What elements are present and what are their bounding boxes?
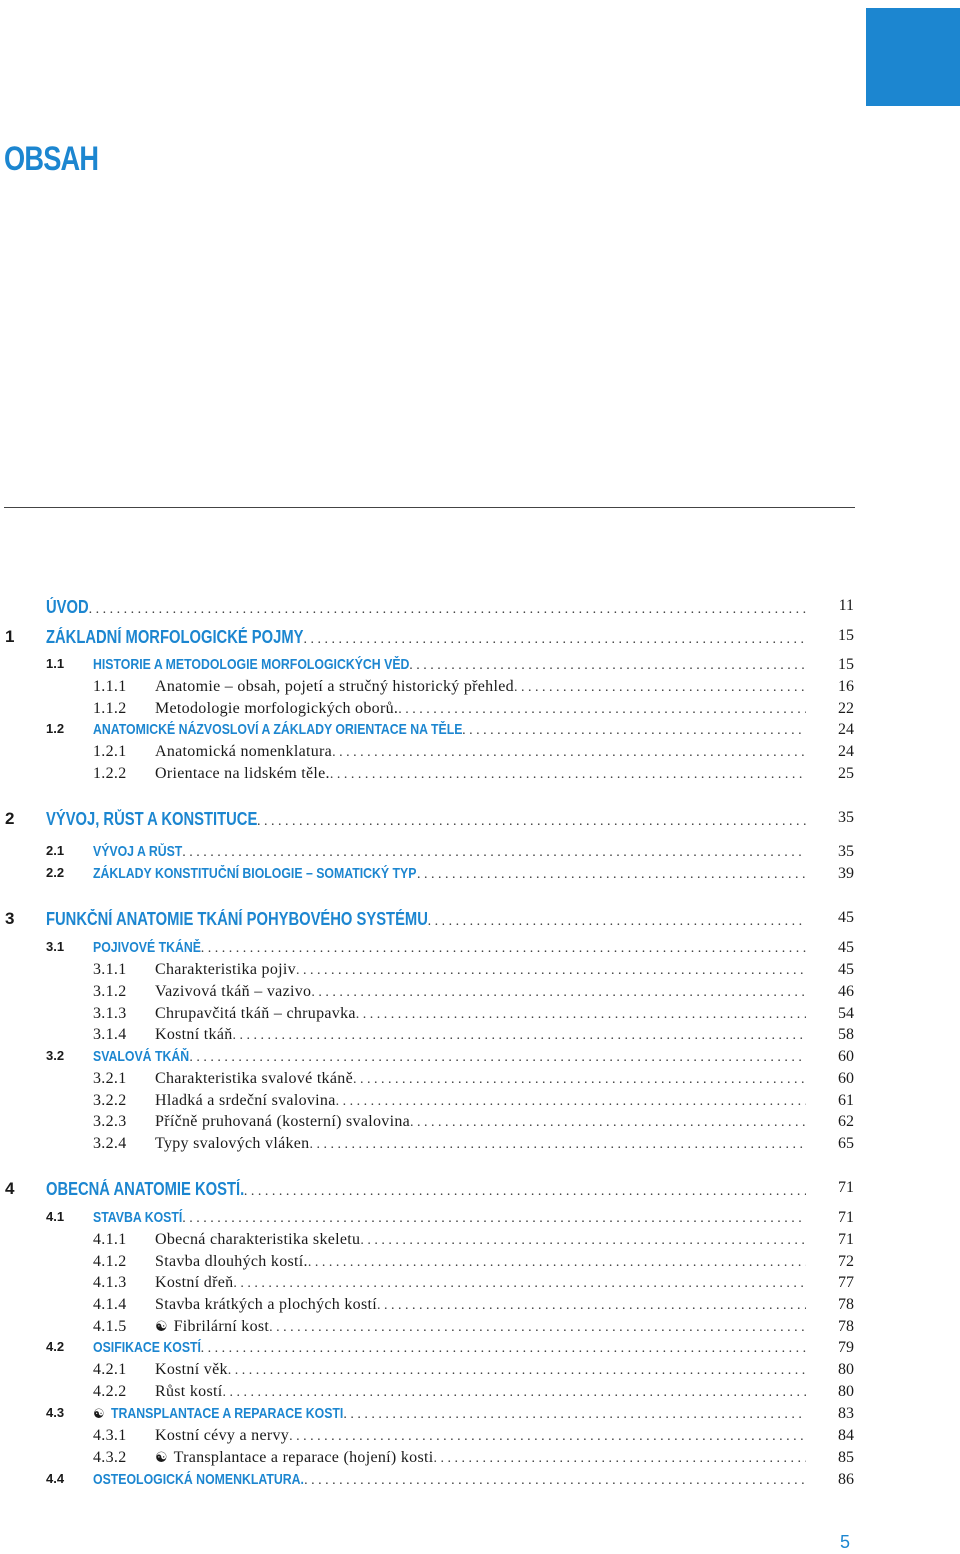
- toc-entry[interactable]: [0, 1179, 960, 1199]
- toc-entry-label: Kostní věk: [155, 1361, 228, 1378]
- toc-entry-label: Typy svalových vláken: [155, 1135, 310, 1152]
- toc-entry-number: 1.2.2: [93, 765, 127, 782]
- toc-entry-number: 4.4: [46, 1471, 65, 1486]
- toc-entry-number: 2.2: [46, 865, 65, 880]
- toc-entry-page: 72: [838, 1253, 854, 1270]
- toc-entry-number: 1.1: [46, 656, 65, 671]
- toc-entry[interactable]: [0, 1231, 960, 1251]
- dot-leader: [304, 1473, 806, 1489]
- dot-leader: [462, 723, 806, 739]
- toc-entry-number: 4: [5, 1179, 15, 1198]
- toc-entry[interactable]: [0, 909, 960, 929]
- toc-entry-page: 71: [838, 1179, 854, 1196]
- toc-entry-number: 2: [5, 809, 15, 828]
- dot-leader: [417, 867, 806, 883]
- yin-yang-icon: ☯: [155, 1319, 168, 1335]
- toc-entry-page: 77: [838, 1274, 854, 1291]
- toc-entry[interactable]: [0, 1339, 960, 1359]
- toc-entry-number: 4.3.2: [93, 1449, 127, 1466]
- toc-entry-page: 22: [838, 700, 854, 717]
- toc-entry-page: 54: [838, 1005, 854, 1022]
- toc-entry[interactable]: [0, 1135, 960, 1155]
- toc-entry-label: Hladká a srdeční svalovina: [155, 1092, 336, 1109]
- dot-leader: [336, 1094, 806, 1110]
- toc-entry[interactable]: [0, 721, 960, 741]
- toc-entry-label: POJIVOVÉ TKÁNĚ: [93, 939, 201, 956]
- toc-entry-label: VÝVOJ, RŮST A KONSTITUCE: [46, 809, 258, 829]
- toc-entry-label: HISTORIE A METODOLOGIE MORFOLOGICKÝCH VĚD: [93, 656, 410, 673]
- dot-leader: [233, 1276, 806, 1292]
- dot-leader: [343, 1407, 806, 1423]
- dot-leader: [514, 680, 806, 696]
- toc-entry[interactable]: [0, 1274, 960, 1294]
- toc-entry-page: 65: [838, 1135, 854, 1152]
- page-number: 5: [840, 1532, 851, 1552]
- toc-entry[interactable]: [0, 1048, 960, 1068]
- toc-entry-label: Anatomie – obsah, pojetí a stručný historický přehled: [155, 678, 514, 695]
- toc-entry-label: ANATOMICKÉ NÁZVOSLOVÍ A ZÁKLADY ORIENTACE NA TĚLE: [93, 721, 463, 738]
- toc-entry-page: 15: [838, 656, 854, 673]
- toc-entry-number: 3.2: [46, 1048, 65, 1063]
- toc-entry[interactable]: [0, 678, 960, 698]
- toc-entry[interactable]: [0, 656, 960, 676]
- toc-entry-number: 4.1.3: [93, 1274, 127, 1291]
- toc-entry[interactable]: [0, 1361, 960, 1381]
- dot-leader: [330, 767, 806, 783]
- toc-entry-label: Charakteristika svalové tkáně: [155, 1070, 353, 1087]
- toc-entry[interactable]: [0, 597, 960, 617]
- dot-leader: [201, 941, 806, 957]
- toc-entry-number: 3.1.4: [93, 1026, 127, 1043]
- toc-entry-label: Kostní dřeň: [155, 1274, 234, 1291]
- toc-entry-label: OSIFIKACE KOSTÍ: [93, 1339, 201, 1356]
- dot-leader: [289, 1429, 806, 1445]
- dot-leader: [89, 602, 806, 618]
- toc-entry[interactable]: [0, 1070, 960, 1090]
- dot-leader: [309, 1137, 806, 1153]
- toc-entry-label: VÝVOJ A RŮST: [93, 843, 183, 860]
- toc-entry-page: 71: [838, 1231, 854, 1248]
- toc-entry-label: SVALOVÁ TKÁŇ: [93, 1048, 190, 1065]
- toc-entry-number: 4.1.2: [93, 1253, 127, 1270]
- toc-entry-number: 4.2: [46, 1339, 65, 1354]
- toc-entry-page: 45: [838, 909, 854, 926]
- dot-leader: [222, 1385, 806, 1401]
- toc-entry-label: OBECNÁ ANATOMIE KOSTÍ.: [46, 1179, 245, 1199]
- dot-leader: [332, 745, 806, 761]
- toc-entry-page: 86: [838, 1471, 854, 1488]
- toc-entry-number: 1.1.1: [93, 678, 127, 695]
- toc-entry-label: Růst kostí: [155, 1383, 223, 1400]
- toc-entry[interactable]: [0, 865, 960, 885]
- toc-entry-label: Stavba krátkých a plochých kostí: [155, 1296, 377, 1313]
- dot-leader: [201, 1341, 806, 1357]
- toc-entry-page: 45: [838, 939, 854, 956]
- toc-entry-page: 61: [838, 1092, 854, 1109]
- toc-entry-page: 11: [838, 597, 854, 614]
- toc-entry-number: 3.2.4: [93, 1135, 127, 1152]
- toc-entry-page: 62: [838, 1113, 854, 1130]
- toc-entry-label: ZÁKLADY KONSTITUČNÍ BIOLOGIE – SOMATICKÝ TYP: [93, 865, 417, 882]
- dot-leader: [257, 814, 806, 830]
- dot-leader: [244, 1184, 806, 1200]
- toc-entry-page: 39: [838, 865, 854, 882]
- toc-entry-label: Stavba dlouhých kostí.: [155, 1253, 308, 1270]
- toc-entry-page: 58: [838, 1026, 854, 1043]
- toc-entry-label: Obecná charakteristika skeletu: [155, 1231, 361, 1248]
- dot-leader: [410, 1115, 806, 1131]
- dot-leader: [233, 1028, 806, 1044]
- dot-leader: [269, 1320, 806, 1336]
- toc-entry-page: 83: [838, 1405, 854, 1422]
- toc-entry-label: OSTEOLOGICKÁ NOMENKLATURA.: [93, 1471, 304, 1488]
- toc-entry-page: 71: [838, 1209, 854, 1226]
- toc-entry-number: 3.2.2: [93, 1092, 127, 1109]
- toc-entry[interactable]: [0, 961, 960, 981]
- toc-entry-number: 3.2.1: [93, 1070, 127, 1087]
- toc-entry-page: 60: [838, 1070, 854, 1087]
- toc-entry-number: 1.2: [46, 721, 65, 736]
- toc-entry-label: FUNKČNÍ ANATOMIE TKÁNÍ POHYBOVÉHO SYSTÉMU: [46, 909, 428, 929]
- toc-entry-number: 3: [5, 909, 15, 928]
- dot-leader: [182, 1211, 806, 1227]
- toc-entry-label: Anatomická nomenklatura: [155, 743, 333, 760]
- toc-entry-page: 45: [838, 961, 854, 978]
- toc-entry[interactable]: [0, 1471, 960, 1491]
- toc-entry[interactable]: [0, 1209, 960, 1229]
- toc-entry[interactable]: [0, 765, 960, 785]
- toc-entry-label: Charakteristika pojiv: [155, 961, 296, 978]
- toc-entry-number: 4.2.1: [93, 1361, 127, 1378]
- toc-entry-number: 3.1.3: [93, 1005, 127, 1022]
- toc-entry-page: 35: [838, 843, 854, 860]
- toc-entry-number: 4.3.1: [93, 1427, 127, 1444]
- toc-entry-label: TRANSPLANTACE A REPARACE KOSTI: [110, 1405, 343, 1422]
- toc-entry-label: ZÁKLADNÍ MORFOLOGICKÉ POJMY: [46, 627, 304, 647]
- page-title: OBSAH: [4, 140, 99, 178]
- toc-entry-page: 25: [838, 765, 854, 782]
- toc-entry-label: Fibrilární kost: [173, 1318, 270, 1335]
- toc-entry-number: 1.1.2: [93, 700, 127, 717]
- toc-entry[interactable]: [0, 843, 960, 863]
- toc-entry-number: 4.3: [46, 1405, 65, 1420]
- toc-entry[interactable]: [0, 1449, 960, 1469]
- toc-entry-number: 4.2.2: [93, 1383, 127, 1400]
- toc-entry-page: 35: [838, 809, 854, 826]
- toc-entry-page: 85: [838, 1449, 854, 1466]
- toc-entry[interactable]: [0, 1318, 960, 1338]
- toc-entry-number: 1.2.1: [93, 743, 127, 760]
- toc-entry-number: 4.1.4: [93, 1296, 127, 1313]
- toc-entry-page: 24: [838, 721, 854, 738]
- toc-entry[interactable]: [0, 700, 960, 720]
- dot-leader: [433, 1451, 806, 1467]
- toc-entry-number: 4.1.5: [93, 1318, 127, 1335]
- toc-entry[interactable]: [0, 1113, 960, 1133]
- toc-entry[interactable]: [0, 1383, 960, 1403]
- toc-entry-number: 3.1.1: [93, 961, 127, 978]
- dot-leader: [377, 1298, 806, 1314]
- toc-entry-page: 80: [838, 1361, 854, 1378]
- dot-leader: [182, 845, 806, 861]
- toc-entry-label: Příčně pruhovaná (kosterní) svalovina: [155, 1113, 411, 1130]
- toc-entry[interactable]: [0, 743, 960, 763]
- toc-entry-page: 84: [838, 1427, 854, 1444]
- toc-entry[interactable]: [0, 627, 960, 647]
- toc-entry-label: Orientace na lidském těle.: [155, 765, 330, 782]
- toc-entry[interactable]: [0, 983, 960, 1003]
- toc-entry-page: 60: [838, 1048, 854, 1065]
- dot-leader: [409, 658, 806, 674]
- toc-entry-label: Kostní tkáň: [155, 1026, 233, 1043]
- toc-entry-number: 3.1: [46, 939, 65, 954]
- toc-entry-page: 46: [838, 983, 854, 1000]
- dot-leader: [303, 632, 806, 648]
- toc-entry-label: ÚVOD: [46, 597, 89, 617]
- toc-entry-page: 79: [838, 1339, 854, 1356]
- dot-leader: [428, 914, 806, 930]
- toc-entry[interactable]: [0, 1296, 960, 1316]
- toc-entry-page: 16: [838, 678, 854, 695]
- toc-entry[interactable]: [0, 1026, 960, 1046]
- toc-entry[interactable]: [0, 1253, 960, 1273]
- toc-entry-label: Vazivová tkáň – vazivo: [155, 983, 312, 1000]
- toc-entry-label: STAVBA KOSTÍ: [93, 1209, 183, 1226]
- yin-yang-icon: ☯: [155, 1450, 168, 1466]
- toc-entry-number: 3.1.2: [93, 983, 127, 1000]
- dot-leader: [311, 985, 806, 1001]
- toc-entry[interactable]: [0, 1092, 960, 1112]
- toc-entry-page: 80: [838, 1383, 854, 1400]
- toc-entry-page: 15: [838, 627, 854, 644]
- toc-entry-label: Chrupavčitá tkáň – chrupavka: [155, 1005, 356, 1022]
- toc-entry[interactable]: [0, 1405, 960, 1425]
- toc-entry-label: Metodologie morfologických oborů.: [155, 700, 399, 717]
- toc-entry[interactable]: [0, 1005, 960, 1025]
- toc-entry-number: 2.1: [46, 843, 65, 858]
- dot-leader: [398, 702, 806, 718]
- dot-leader: [308, 1255, 806, 1271]
- toc-entry-number: 1: [5, 627, 15, 646]
- toc-entry-page: 78: [838, 1296, 854, 1313]
- toc-entry-label: Kostní cévy a nervy: [155, 1427, 290, 1444]
- toc-entry-number: 4.1.1: [93, 1231, 127, 1248]
- toc-entry[interactable]: [0, 1427, 960, 1447]
- toc-entry-number: 4.1: [46, 1209, 65, 1224]
- toc-entry[interactable]: [0, 809, 960, 829]
- dot-leader: [228, 1363, 806, 1379]
- toc-entry-page: 24: [838, 743, 854, 760]
- yin-yang-icon: ☯: [93, 1407, 105, 1422]
- toc-entry-page: 78: [838, 1318, 854, 1335]
- dot-leader: [360, 1233, 806, 1249]
- toc-entry-number: 3.2.3: [93, 1113, 127, 1130]
- toc-entry-label: Transplantace a reparace (hojení) kosti: [173, 1449, 434, 1466]
- toc-entry[interactable]: [0, 939, 960, 959]
- dot-leader: [189, 1050, 806, 1066]
- dot-leader: [296, 963, 806, 979]
- dot-leader: [353, 1072, 806, 1088]
- dot-leader: [356, 1007, 806, 1023]
